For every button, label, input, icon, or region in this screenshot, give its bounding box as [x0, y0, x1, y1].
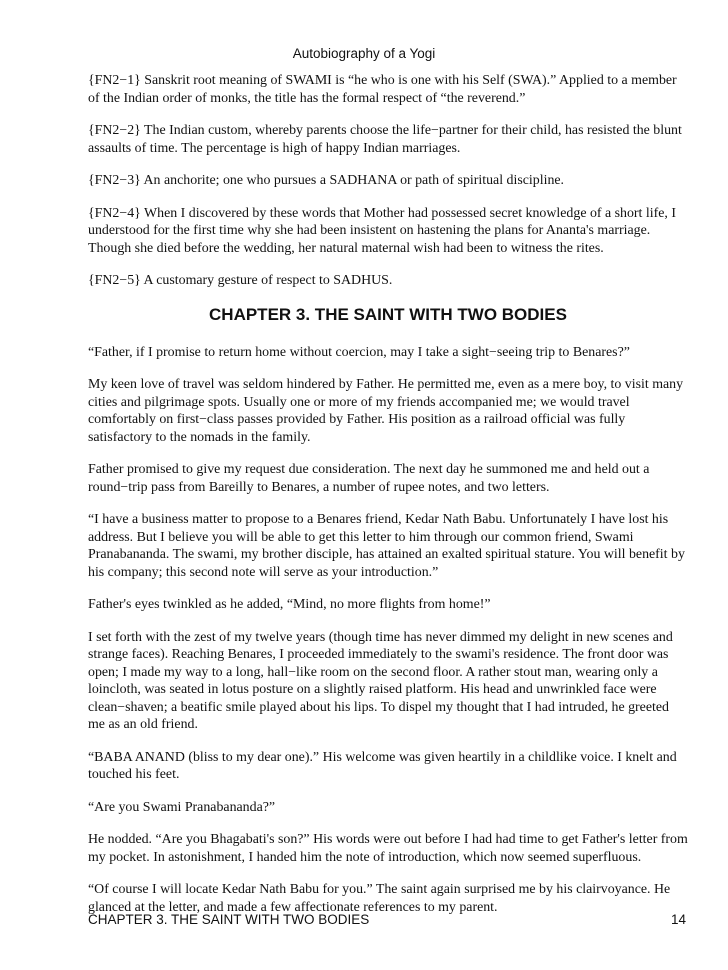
- body-paragraph: “Father, if I promise to return home without coercion, may I take a sight−seeing trip to Benares?”: [88, 344, 630, 360]
- page-content: [88, 72, 688, 931]
- footnote: {FN2−1} Sanskrit root meaning of SWAMI is “he who is one with his Self (SWA).” Applied to a member of the Indian order of monks, the title has the formal respect of “the reverend.”: [88, 73, 677, 106]
- body-paragraph: Father promised to give my request due consideration. The next day he summoned me and held out a round−trip pass from Bareilly to Benares, a number of rupee notes, and two letters.: [88, 462, 650, 495]
- body-paragraph: My keen love of travel was seldom hindered by Father. He permitted me, even as a mere boy, to visit many cities and pilgrimage spots. Usually one or more of my friends accompanied me; we would travel comfortably on first−class passes provided by Father. His position as a railroad official was fully satisfactory to the nomads in the family.: [88, 377, 684, 445]
- body-paragraph: “Are you Swami Pranabananda?”: [88, 799, 276, 815]
- footnote: {FN2−3} An anchorite; one who pursues a SADHANA or path of spiritual discipline.: [88, 173, 565, 188]
- running-footer: [88, 912, 686, 927]
- body-paragraph: “I have a business matter to propose to a Benares friend, Kedar Nath Babu. Unfortunately I have lost his address. But I believe you will be able to get this letter to him through our common friend, Swami Pranabananda. The swami, my brother disciple, has attained an exalted spiritual stature. You will benefit by his company; this second note will serve as your introduction.”: [88, 512, 685, 580]
- body-paragraph: He nodded. “Are you Bhagabati's son?” His words were out before I had had time to get Father's letter from my pocket. In astonishment, I handed him the note of introduction, which now seemed superfluous.: [88, 832, 688, 865]
- body-paragraph: Father's eyes twinkled as he added, “Mind, no more flights from home!”: [88, 597, 491, 612]
- running-header: Autobiography of a Yogi: [292, 46, 436, 61]
- footnote: {FN2−2} The Indian custom, whereby parents choose the life−partner for their child, has resisted the blunt assaults of time. The percentage is high of happy Indian marriages.: [88, 123, 682, 156]
- body-paragraph: I set forth with the zest of my twelve years (though time has never dimmed my delight in new scenes and strange faces). Reaching Benares, I proceeded immediately to the swami's residence. The front door was open; I made my way to a long, hall−like room on the second floor. A rather stout man, wearing only a loincloth, was seated in lotus posture on a slightly raised platform. His head and unwrinkled face were clean−shaven; a beatific smile played about his lips. To dispel my thought that I had intruded, he greeted me as an old friend.: [88, 629, 673, 732]
- page-number: 14: [670, 912, 686, 927]
- body-paragraph: “Of course I will locate Kedar Nath Babu for you.” The saint again surprised me by his clairvoyance. He glanced at the letter, and made a few affectionate references to my parent.: [88, 882, 671, 915]
- chapter-heading: CHAPTER 3. THE SAINT WITH TWO BODIES: [209, 304, 567, 324]
- footer-chapter-title: CHAPTER 3. THE SAINT WITH TWO BODIES: [88, 912, 370, 927]
- body-paragraph: “BABA ANAND (bliss to my dear one).” His welcome was given heartily in a childlike voice. I knelt and touched his feet.: [88, 749, 677, 782]
- footnote: {FN2−5} A customary gesture of respect to SADHUS.: [88, 273, 393, 288]
- footnote: {FN2−4} When I discovered by these words that Mother had possessed secret knowledge of a short life, I understood for the first time why she had been insistent on hastening the plans for Ananta's marriage. Though she died before the wedding, her natural maternal wish had been to witness the rites.: [88, 205, 676, 256]
